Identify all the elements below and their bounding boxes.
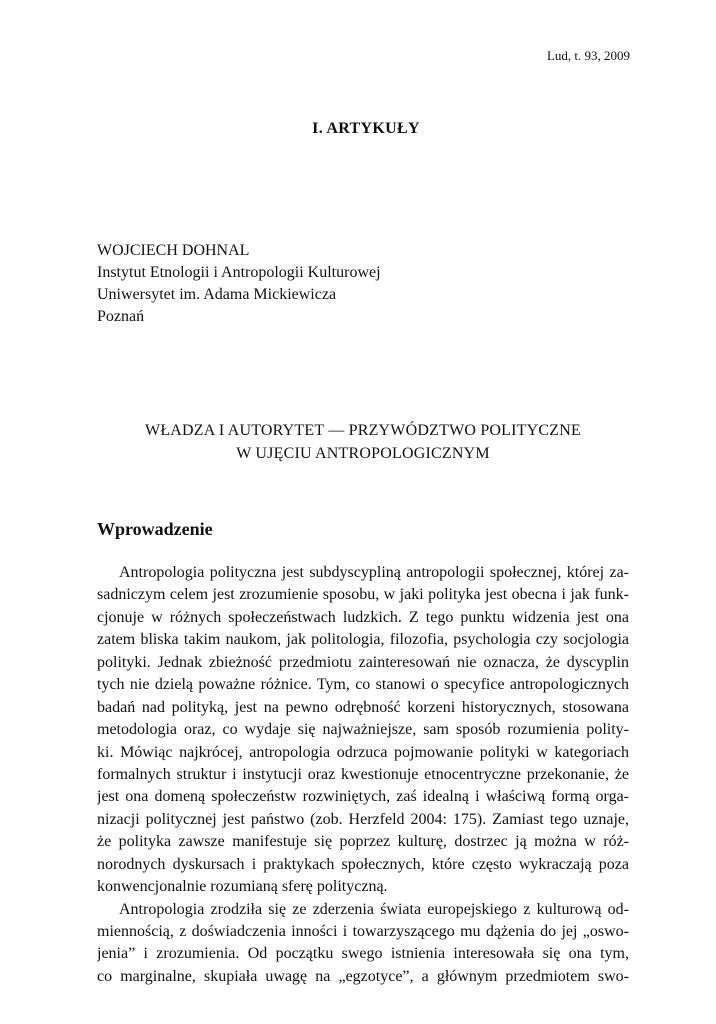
body-line: metodologia oraz, co wydaje się najważniejsze, sam sposób rozumienia polity-	[97, 721, 629, 739]
body-line: że polityka zawsze manifestuje się poprzez kulturę, dostrzec ją można w róż-	[97, 833, 629, 851]
body-line: nizacji politycznej jest państwo (zob. Herzfeld 2004: 175). Zamiast tego uznaje,	[97, 810, 629, 828]
body-line: ki. Mówiąc najkrócej, antropologia odrzuca pojmowanie polityki w kategoriach	[97, 743, 629, 761]
body-line: polityki. Jednak zbieżność przedmiotu zainteresowań nie oznacza, że dyscyplin	[97, 653, 629, 671]
body-line: konwencjonalnie rozumianą sferę polityczną.	[97, 878, 388, 896]
body-line: co marginalne, skupiała uwagę na „egzotyce”, a głównym przedmiotem swo-	[97, 967, 629, 985]
author-name: WOJCIECH DOHNAL	[97, 242, 250, 259]
body-line: Antropologia zrodziła się ze zderzenia świata europejskiego z kulturową od-	[119, 900, 629, 918]
section-title: I. ARTYKUŁY	[312, 120, 420, 137]
running-head: Lud, t. 93, 2009	[546, 48, 630, 63]
body-line: cjonuje w różnych społeczeństwach ludzkich. Z tego punktu widzenia jest ona	[97, 608, 629, 626]
author-block	[97, 240, 381, 328]
body-line: formalnych struktur i instytucji oraz kwestionuje etnocentryczne przekonanie, że	[97, 765, 629, 783]
body-line: Antropologia polityczna jest subdyscypliną antropologii społecznej, której za-	[119, 564, 629, 581]
article-title	[97, 419, 629, 465]
body-text	[97, 562, 629, 988]
body-line: tych nie dzielą poważne różnice. Tym, co stanowi o specyfice antropologicznych	[97, 676, 629, 694]
intro-heading: Wprowadzenie	[97, 519, 213, 539]
body-line: zatem bliska takim naukom, jak politologia, filozofia, psychologia czy socjologia	[97, 631, 629, 649]
article-title-line: W UJĘCIU ANTROPOLOGICZNYM	[236, 445, 490, 462]
affiliation-city: Poznań	[97, 308, 145, 325]
affiliation-institute: Instytut Etnologii i Antropologii Kulturowej	[97, 264, 381, 281]
affiliation-university: Uniwersytet im. Adama Mickiewicza	[97, 286, 337, 303]
body-line: badań nad polityką, jest na pewno odrębność korzeni historycznych, stosowana	[97, 698, 629, 716]
body-line: norodnych dyskursach i praktykach społecznych, które często wykraczają poza	[97, 855, 629, 873]
body-line: jest ona domeną społeczeństw rozwiniętych, zaś idealną i właściwą formą orga-	[97, 788, 629, 806]
body-line: sadniczym celem jest zrozumienie sposobu, w jaki polityka jest obecna i jak funk-	[97, 586, 629, 604]
article-title-line: WŁADZA I AUTORYTET — PRZYWÓDZTWO POLITYCZNE	[145, 422, 581, 439]
body-line: jenia” i zrozumienia. Od początku swego istnienia interesowała się ona tym,	[97, 945, 629, 963]
body-line: miennością, z doświadczenia inności i towarzyszącego mu dążenia do jej „oswo-	[97, 923, 629, 940]
